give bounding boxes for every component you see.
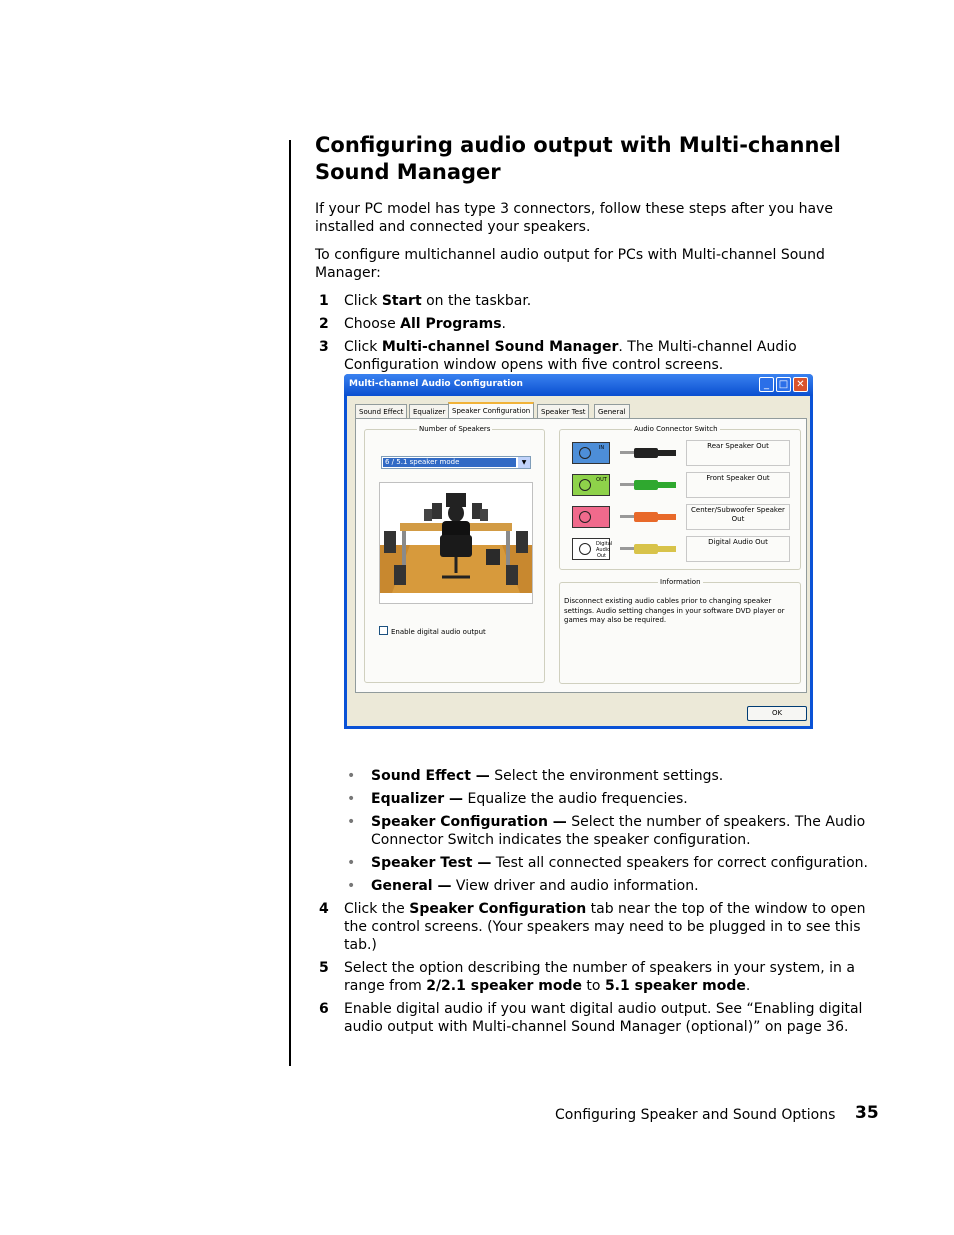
tab-speaker-configuration[interactable]: Speaker Configuration — [448, 402, 534, 419]
jack-label: IN — [598, 445, 605, 451]
number-of-speakers-group — [364, 425, 545, 683]
connector-output-label: Rear Speaker Out — [686, 440, 790, 466]
speaker-mode-select[interactable] — [381, 456, 531, 469]
connector-output-label: Digital Audio Out — [686, 536, 790, 562]
jack-label: OUT — [596, 477, 607, 483]
audio-plug-icon — [618, 506, 678, 528]
jack-port-icon — [579, 511, 591, 523]
dialog-title: Multi-channel Audio Configuration — [349, 379, 523, 389]
tab-bullets — [315, 767, 880, 895]
enable-digital-audio-checkbox[interactable]: Enable digital audio output — [379, 626, 486, 637]
speaker-room-image — [379, 482, 533, 604]
dialog-client — [347, 396, 810, 726]
audio-plug-icon — [618, 474, 678, 496]
jack-label: Digital Audio Out — [596, 541, 613, 559]
room-illustration — [380, 483, 532, 603]
audio-plug-icon — [618, 538, 678, 560]
connector-jack-2[interactable] — [572, 474, 610, 496]
tab-speaker-test[interactable]: Speaker Test — [537, 404, 589, 418]
connector-output-label: Front Speaker Out — [686, 472, 790, 498]
speaker-mode-value: 6 / 5.1 speaker mode — [383, 458, 516, 467]
bullet-general: • General — View driver and audio information. — [347, 878, 699, 894]
tab-sound-effect[interactable]: Sound Effect — [355, 404, 407, 418]
connector-jack-4[interactable] — [572, 538, 613, 560]
audio-plug-icon — [618, 442, 678, 464]
running-footer: Configuring Speaker and Sound Options — [555, 1107, 836, 1123]
margin-rule — [289, 140, 291, 1066]
step-5: 5 Select the option describing the number of speakers in your system, in a range from 2/2.1 speaker mode to 5.1 speaker mode. — [319, 960, 855, 994]
information-group — [559, 578, 801, 684]
step-6: 6 Enable digital audio if you want digital audio output. See “Enabling digital audio output with Multi-channel Sound Manager (optional)” on page 36. — [319, 1001, 863, 1035]
bullet-sound-effect: • Sound Effect — Select the environment settings. — [347, 768, 724, 784]
intro-paragraph-2: To configure multichannel audio output for PCs with Multi-channel Sound Manager: — [315, 247, 825, 281]
ok-button[interactable]: OK — [747, 706, 807, 721]
minimize-icon[interactable]: _ — [759, 377, 774, 392]
connector-output-label: Center/Subwoofer Speaker Out — [686, 504, 790, 530]
connector-jack-1[interactable] — [572, 442, 610, 464]
bullet-speaker-test: • Speaker Test — Test all connected speakers for correct configuration. — [347, 855, 868, 871]
bullet-speaker-configuration: • Speaker Configuration — Select the number of speakers. The Audio Connector Switch indicates the speaker configuration. — [347, 814, 866, 848]
chevron-down-icon[interactable]: ▼ — [518, 457, 530, 468]
audio-connector-switch-label: Audio Connector Switch — [634, 425, 718, 433]
step-2: 2 Choose All Programs. — [319, 316, 506, 332]
step-1: 1 Click Start on the taskbar. — [319, 293, 532, 309]
dialog-titlebar — [344, 374, 813, 396]
tab-equalizer[interactable]: Equalizer — [409, 404, 449, 418]
audio-connector-switch-group — [559, 425, 801, 570]
section-heading: Configuring audio output with Multi-channel Sound Manager — [315, 133, 841, 184]
steps-list-a — [315, 292, 880, 374]
bullet-equalizer: • Equalizer — Equalize the audio frequencies. — [347, 791, 688, 807]
information-text: Disconnect existing audio cables prior to changing speaker settings. Audio setting changes in your software DVD player or games may also be required. — [564, 597, 785, 624]
steps-list-b — [315, 900, 880, 1036]
tab-general[interactable]: General — [594, 404, 630, 418]
information-label: Information — [660, 578, 701, 586]
step-3: 3 Click Multi-channel Sound Manager. The Multi-channel Audio Configuration window opens with five control screens. — [319, 339, 797, 373]
close-icon[interactable]: ✕ — [793, 377, 808, 392]
audio-config-dialog — [344, 374, 813, 729]
jack-port-icon — [579, 543, 591, 555]
number-of-speakers-label: Number of Speakers — [419, 425, 491, 433]
jack-port-icon — [579, 479, 591, 491]
checkbox-icon[interactable] — [379, 626, 388, 635]
page-number: 35 — [855, 1103, 879, 1123]
intro-paragraph-1: If your PC model has type 3 connectors, follow these steps after you have installed and connected your speakers. — [315, 201, 833, 235]
step-4: 4 Click the Speaker Configuration tab near the top of the window to open the control screens. (Your speakers may need to be plugged in to see this tab.) — [319, 901, 866, 953]
jack-port-icon — [579, 447, 591, 459]
connector-jack-3[interactable] — [572, 506, 610, 528]
maximize-icon[interactable]: □ — [776, 377, 791, 392]
speaker-config-panel — [355, 418, 807, 693]
